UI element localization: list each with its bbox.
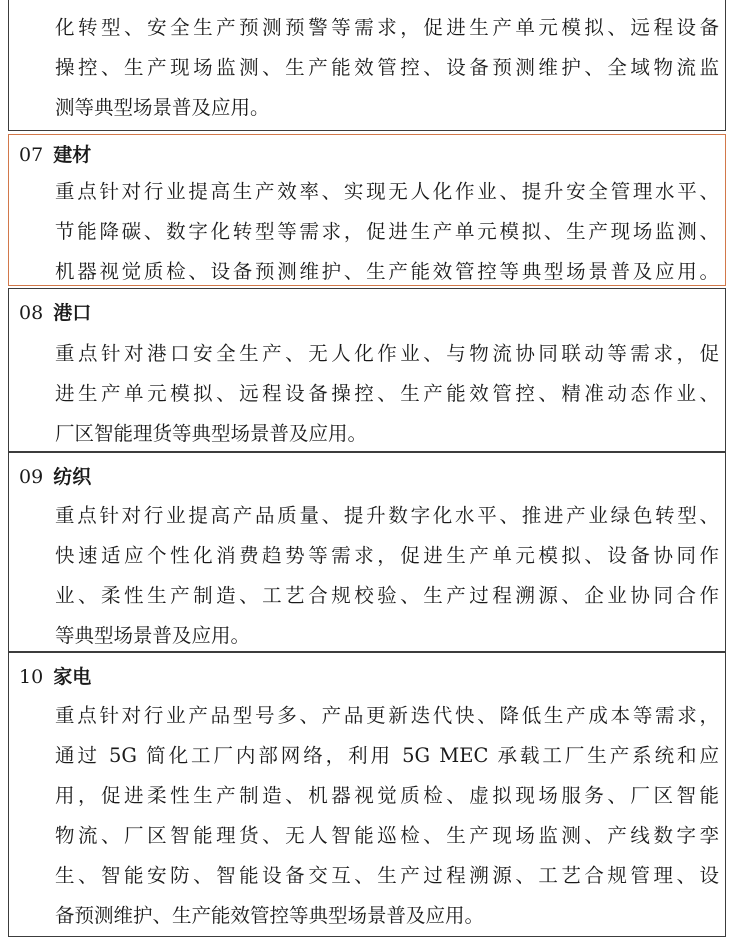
section-title: 建材 [53,144,92,166]
section-line: 化转型、安全生产预测预警等需求，促进生产单元模拟、远程设备 [55,16,719,39]
section-line: 机器视觉质检、设备预测维护、生产能效管控等典型场景普及应用。 [55,260,719,283]
section-line: 进生产单元模拟、远程设备操控、生产能效管控、精准动态作业、 [55,382,719,405]
section-line: 快速适应个性化消费趋势等需求，促进生产单元模拟、设备协同作 [55,544,719,567]
section-heading [19,143,91,167]
section-number: 10 [19,666,44,688]
section-heading [19,301,91,325]
section-line: 操控、生产现场监测、生产能效管控、设备预测维护、全域物流监 [55,56,719,79]
section-number: 08 [19,302,44,324]
section-textile [8,452,726,652]
section-number: 07 [19,144,44,166]
section-number: 09 [19,466,44,488]
section-line: 生、智能安防、智能设备交互、生产过程溯源、工艺合规管理、设 [55,864,719,887]
section-line: 通过 5G 简化工厂内部网络，利用 5G MEC 承载工厂生产系统和应 [55,744,719,767]
section-building-materials [8,134,726,286]
section-line: 测等典型场景普及应用。 [55,96,270,119]
section-continuation [8,0,726,131]
section-line: 物流、厂区智能理货、无人智能巡检、生产现场监测、产线数字孪 [55,824,719,847]
section-line: 厂区智能理货等典型场景普及应用。 [55,422,368,445]
section-heading [19,465,91,489]
section-line: 等典型场景普及应用。 [55,624,251,647]
section-heading [19,665,91,689]
section-line: 重点针对行业提高生产效率、实现无人化作业、提升安全管理水平、 [55,180,719,203]
section-port [8,288,726,452]
section-title: 港口 [53,302,92,324]
section-line: 重点针对港口安全生产、无人化作业、与物流协同联动等需求，促 [55,342,719,365]
section-title: 家电 [53,666,92,688]
section-line: 节能降碳、数字化转型等需求，促进生产单元模拟、生产现场监测、 [55,220,719,243]
section-line: 业、柔性生产制造、工艺合规校验、生产过程溯源、企业协同合作 [55,584,719,607]
section-line: 备预测维护、生产能效管控等典型场景普及应用。 [55,904,485,927]
section-line: 重点针对行业产品型号多、产品更新迭代快、降低生产成本等需求， [55,704,719,727]
document-page [8,0,728,937]
section-home-appliances [8,652,726,937]
section-title: 纺织 [53,466,92,488]
section-line: 重点针对行业提高产品质量、提升数字化水平、推进产业绿色转型、 [55,504,719,527]
section-line: 用，促进柔性生产制造、机器视觉质检、虚拟现场服务、厂区智能 [55,784,719,807]
